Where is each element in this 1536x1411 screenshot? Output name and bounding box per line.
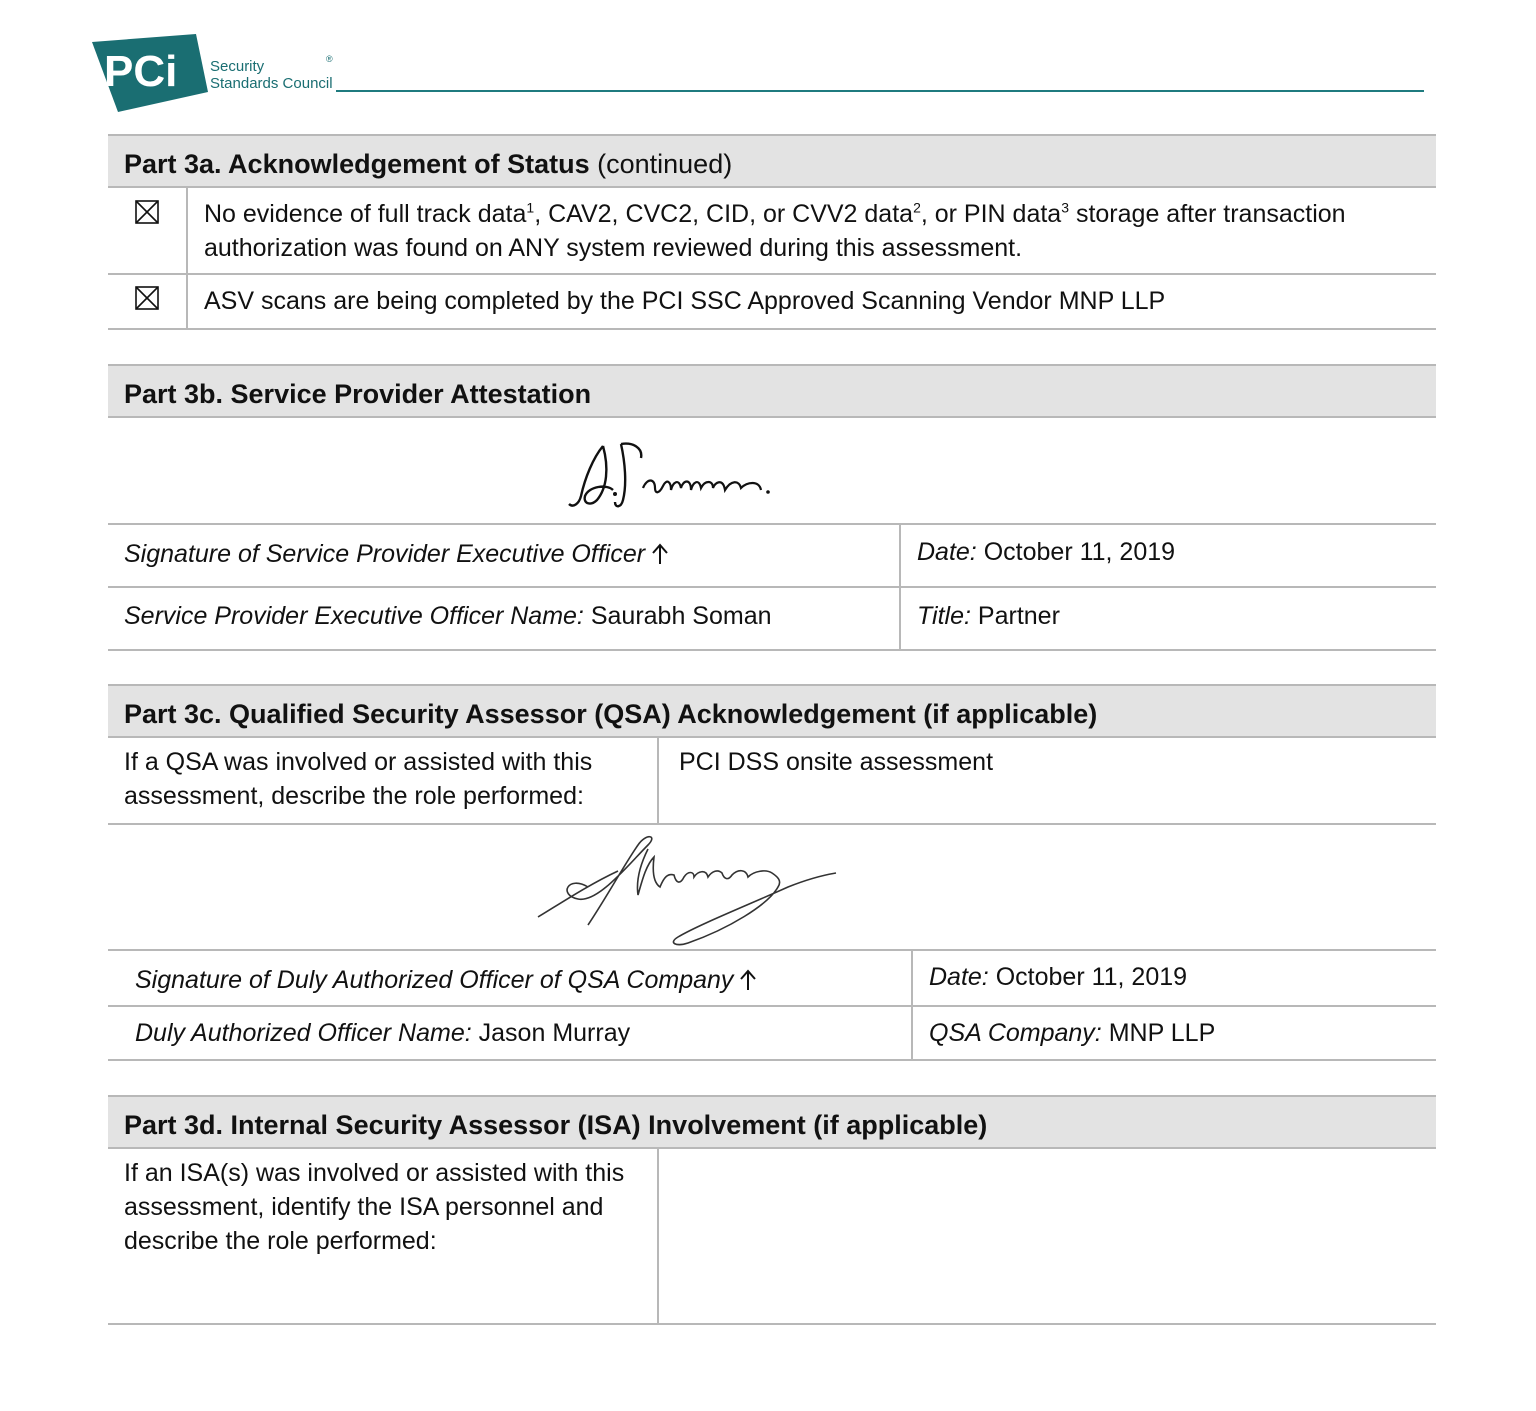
officer-title: Partner [977, 602, 1060, 630]
qsa-officer-row [108, 1007, 1436, 1061]
service-provider-signature-image [563, 438, 783, 518]
isa-involvement-answer[interactable] [659, 1149, 1436, 1323]
qsa-signature-area [108, 825, 1436, 951]
qsa-role-row [108, 738, 1436, 825]
qsa-signature-row [108, 951, 1436, 1007]
acknowledgement-text-asv-scans: ASV scans are being completed by the PCI SSC Approved Scanning Vendor MNP LLP [204, 287, 1166, 315]
qsa-officer-name: Jason Murray [478, 1019, 631, 1047]
service-provider-name-row [108, 588, 1436, 651]
title-label: Title: [917, 602, 971, 630]
organization-line-1: Security [210, 58, 265, 75]
company-label: QSA Company: [929, 1019, 1102, 1047]
part-3c-title: Part 3c. Qualified Security Assessor (QSA) Acknowledgement (if applicable) [108, 684, 1436, 738]
date-label: Date: [929, 963, 989, 991]
qsa-date-cell [913, 951, 1436, 1005]
officer-name-label: Service Provider Executive Officer Name: [124, 602, 584, 630]
organization-name [210, 58, 333, 92]
qsa-officer-name-cell [108, 1007, 913, 1059]
pci-logo-text: PCi [104, 47, 178, 96]
pci-ssc-logo [92, 34, 342, 114]
service-provider-signature-label: Signature of Service Provider Executive Officer [108, 525, 901, 586]
part-3a-continued: (continued) [597, 149, 733, 179]
service-provider-date-cell [901, 525, 1436, 586]
arrow-up-icon [651, 543, 669, 565]
checked-checkbox-icon[interactable] [135, 286, 159, 310]
service-provider-signature-area [108, 418, 1436, 525]
part-3a-heading [108, 134, 1436, 188]
isa-involvement-question: If an ISA(s) was involved or assisted with this assessment, identify the ISA personnel and describe the role performed: [108, 1149, 659, 1323]
part-3c-section [108, 684, 1436, 1061]
service-provider-date: October 11, 2019 [983, 538, 1176, 566]
qsa-company-cell [913, 1007, 1436, 1059]
part-3a-title: Part 3a. Acknowledgement of Status [124, 149, 590, 179]
qsa-signature-image [528, 825, 838, 949]
checkbox-cell [108, 188, 188, 273]
service-provider-signature-row [108, 525, 1436, 588]
checked-checkbox-icon[interactable] [135, 200, 159, 224]
acknowledgement-row-asv-scans [108, 275, 1436, 330]
service-provider-title-cell [901, 588, 1436, 649]
isa-involvement-row [108, 1149, 1436, 1325]
qsa-role-answer: PCI DSS onsite assessment [679, 748, 994, 776]
qsa-signature-label: Signature of Duly Authorized Officer of QSA Company [108, 951, 913, 1005]
checkbox-cell [108, 275, 188, 328]
part-3d-section [108, 1095, 1436, 1325]
header-rule [336, 90, 1424, 92]
part-3d-title: Part 3d. Internal Security Assessor (ISA) Involvement (if applicable) [108, 1095, 1436, 1149]
officer-name: Saurabh Soman [590, 602, 772, 630]
part-3b-title: Part 3b. Service Provider Attestation [108, 364, 1436, 418]
arrow-up-icon [739, 969, 757, 991]
date-label: Date: [917, 538, 977, 566]
acknowledgement-row-track-data [108, 188, 1436, 275]
part-3b-section [108, 364, 1436, 651]
organization-line-2: Standards Council [210, 75, 333, 92]
service-provider-name-cell [108, 588, 901, 649]
acknowledgement-text-track-data: No evidence of full track data$^1$, CAV2, CVC2, CID, or CVV2 data$^2$, or PIN data$^3$ storage after transaction authorization was found on ANY system reviewed during this assessment. [204, 199, 1346, 262]
qsa-date: October 11, 2019 [995, 963, 1188, 991]
pci-logo-mark [92, 34, 208, 112]
registered-mark: ® [326, 54, 333, 64]
qsa-role-question: If a QSA was involved or assisted with this assessment, describe the role performed: [108, 738, 659, 823]
officer-name-label: Duly Authorized Officer Name: [135, 1019, 472, 1047]
qsa-company: MNP LLP [1108, 1019, 1216, 1047]
part-3a-section [108, 134, 1436, 330]
